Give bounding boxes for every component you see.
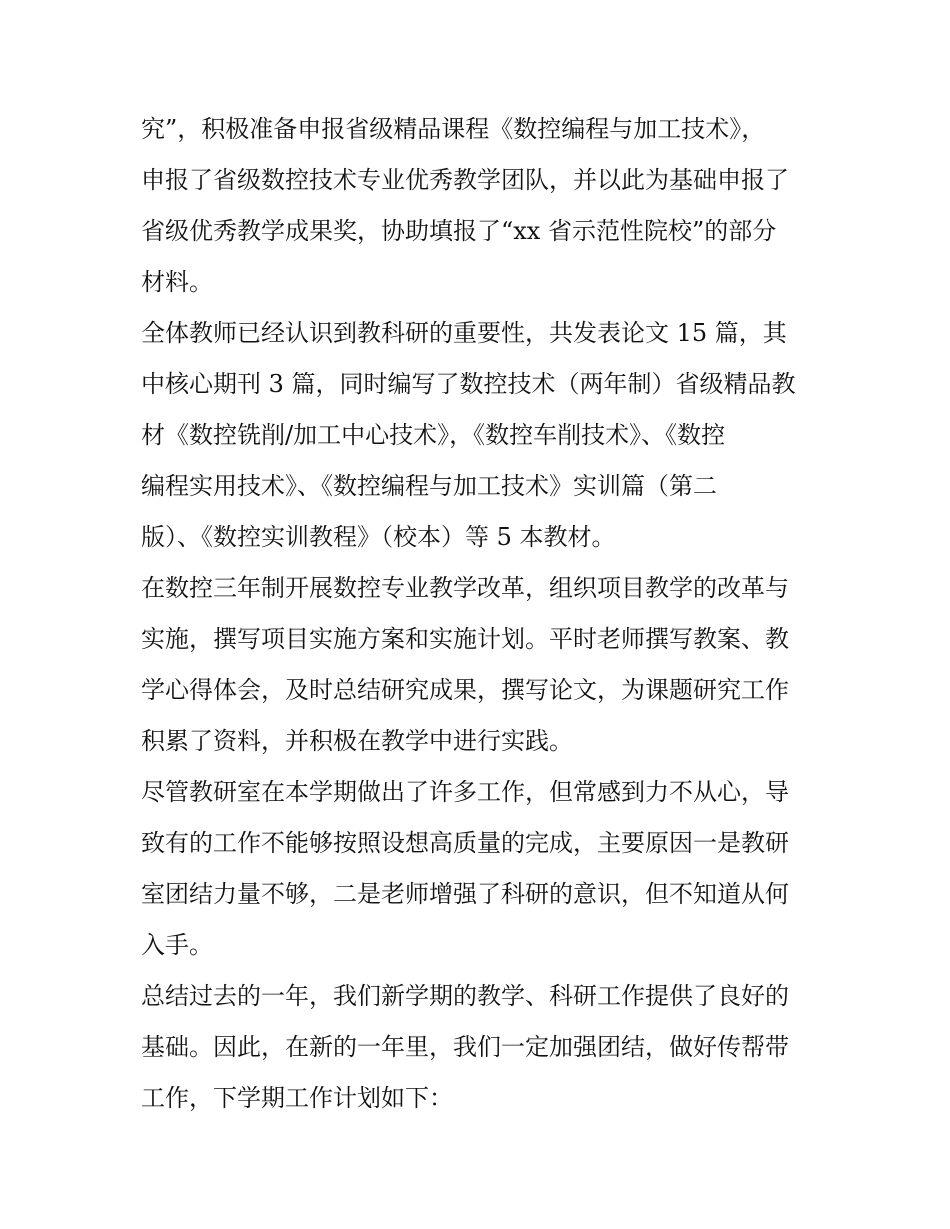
text-line: 材《数控铣削/加工中心技术》，《数控车削技术》、《数控 — [141, 421, 726, 449]
paragraph-3 — [141, 565, 821, 769]
text-line: 总结过去的一年，我们新学期的教学、科研工作提供了良好的 — [141, 982, 789, 1010]
text-line: 致有的工作不能够按照设想高质量的完成，主要原因一是教研 — [141, 829, 789, 857]
text-line: 基础。因此，在新的一年里，我们一定加强团结，做好传帮带 — [141, 1033, 789, 1061]
text-line: 中核心期刊 3 篇，同时编写了数控技术（两年制）省级精品教 — [141, 370, 796, 398]
text-line: 室团结力量不够，二是老师增强了科研的意识，但不知道从何 — [141, 880, 789, 908]
paragraph-2 — [141, 310, 821, 565]
text-line: 省级优秀教学成果奖，协助填报了“xx 省示范性院校”的部分 — [141, 217, 777, 245]
text-line: 实施，撰写项目实施方案和实施计划。平时老师撰写教案、教 — [141, 625, 789, 653]
text-line: 积累了资料，并积极在教学中进行实践。 — [141, 727, 573, 755]
text-line: 入手。 — [141, 931, 213, 959]
paragraph-1 — [141, 106, 821, 310]
text-line: 版）、《数控实训教程》（校本）等 5 本教材。 — [141, 523, 616, 551]
text-line: 全体教师已经认识到教科研的重要性，共发表论文 15 篇，其 — [141, 319, 787, 347]
document-body — [141, 106, 821, 1126]
text-line: 材料。 — [141, 268, 213, 296]
text-line: 尽管教研室在本学期做出了许多工作，但常感到力不从心，导 — [141, 778, 789, 806]
text-line: 编程实用技术》、《数控编程与加工技术》实训篇（第二 — [141, 472, 717, 500]
text-line: 究”，积极准备申报省级精品课程《数控编程与加工技术》， — [141, 115, 766, 143]
text-line: 工作，下学期工作计划如下： — [141, 1084, 453, 1112]
paragraph-5 — [141, 973, 821, 1126]
paragraph-4 — [141, 769, 821, 973]
text-line: 在数控三年制开展数控专业教学改革，组织项目教学的改革与 — [141, 574, 789, 602]
text-line: 申报了省级数控技术专业优秀教学团队，并以此为基础申报了 — [141, 166, 789, 194]
text-line: 学心得体会，及时总结研究成果，撰写论文，为课题研究工作 — [141, 676, 789, 704]
